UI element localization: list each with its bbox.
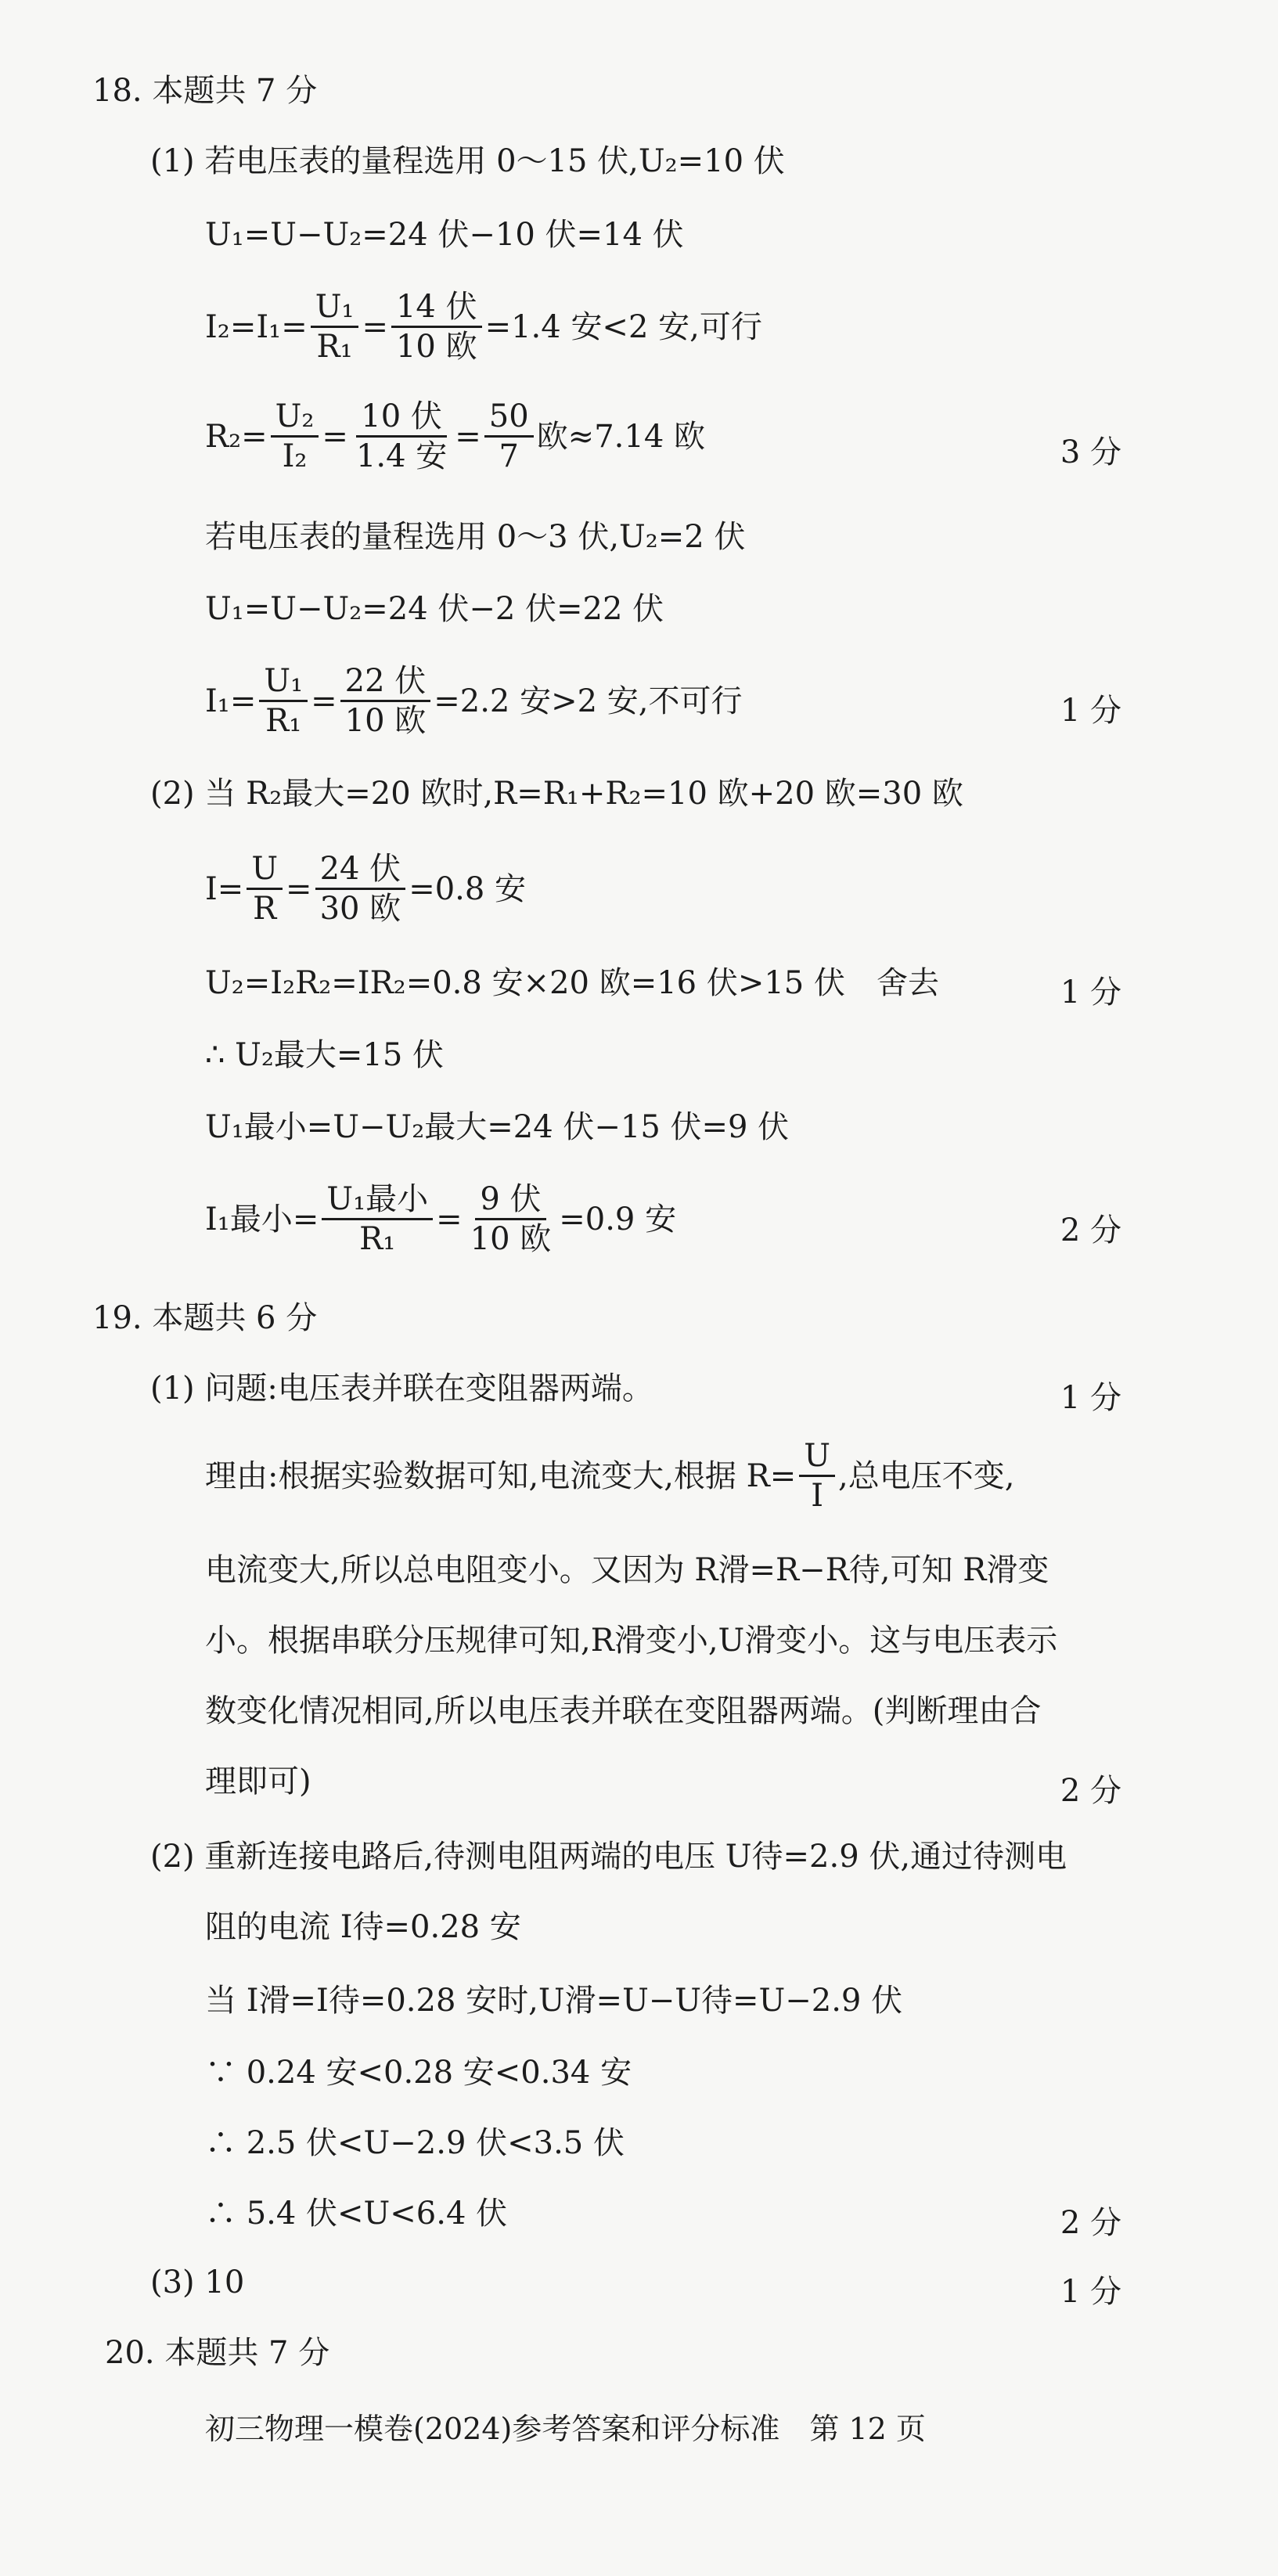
q18-p2-i-equation [205, 851, 527, 927]
denominator: 10 欧 [344, 703, 427, 739]
equation-text: I₂=I₁= [205, 308, 308, 345]
q19-p2-line3: 当 I滑=I待=0.28 安时,U滑=U−U待=U−2.9 伏 [205, 1983, 903, 2019]
fraction [247, 851, 283, 927]
q19-p2-line6: ∴ 5.4 伏<U<6.4 伏 [205, 2196, 508, 2232]
equals-sign: = [322, 418, 348, 455]
equation-text: R₂= [205, 418, 268, 455]
numerator: 24 伏 [315, 853, 406, 890]
score-label: 2 分 [1060, 2205, 1121, 2241]
numerator: U [247, 853, 283, 890]
denominator: 10 欧 [395, 329, 477, 365]
fraction [351, 398, 452, 474]
equation-text: =1.4 安<2 安,可行 [484, 308, 762, 345]
equation-text: 欧≈7.14 欧 [536, 418, 705, 455]
numerator: 10 伏 [356, 401, 447, 438]
score-label: 1 分 [1060, 2274, 1121, 2310]
equals-sign: = [455, 418, 481, 455]
q18-p2-i1min-equation [205, 1181, 677, 1257]
numerator: U₁最小 [322, 1184, 433, 1220]
equals-sign: = [436, 1201, 463, 1238]
q19-p1-problem: (1) 问题:电压表并联在变阻器两端。 [150, 1371, 653, 1407]
numerator: U₁ [311, 291, 359, 328]
denominator: R [253, 891, 277, 927]
q18-p1-u1: U₁=U−U₂=24 伏−10 伏=14 伏 [205, 217, 684, 253]
equation-text: I₁最小= [205, 1201, 319, 1238]
numerator: 14 伏 [391, 291, 482, 328]
numerator: 22 伏 [340, 665, 431, 702]
equation-text: =2.2 安>2 安,不可行 [434, 683, 743, 719]
denominator: I [811, 1478, 824, 1514]
q18-p2-u1min: U₁最小=U−U₂最大=24 伏−15 伏=9 伏 [205, 1109, 790, 1145]
equals-sign: = [311, 683, 337, 719]
fraction [484, 398, 534, 474]
fraction [259, 665, 308, 737]
q18-header: 18. 本题共 7 分 [92, 73, 318, 109]
q19-header: 19. 本题共 6 分 [92, 1300, 318, 1336]
reason-text: 理由:根据实验数据可知,电流变大,根据 R= [205, 1457, 797, 1494]
q19-p1-reason-line4: 数变化情况相同,所以电压表并联在变阻器两端。(判断理由合 [205, 1693, 1042, 1729]
q19-p1-reason-line2: 电流变大,所以总电阻变小。又因为 R滑=R−R待,可知 R滑变 [205, 1552, 1049, 1588]
q19-p3: (3) 10 [150, 2264, 245, 2300]
score-label: 2 分 [1060, 1773, 1121, 1809]
fraction [466, 1181, 556, 1257]
score-label: 1 分 [1060, 1380, 1121, 1416]
denominator: 10 欧 [470, 1221, 552, 1257]
q18-p1-alt-condition: 若电压表的量程选用 0～3 伏,U₂=2 伏 [205, 519, 746, 555]
numerator: 9 伏 [475, 1184, 545, 1220]
denominator: I₂ [282, 438, 308, 474]
score-label: 3 分 [1060, 434, 1121, 470]
q20-header: 20. 本题共 7 分 [105, 2335, 330, 2371]
fraction [322, 1181, 433, 1257]
q19-p1-reason-line5: 理即可) [205, 1764, 311, 1800]
numerator: 50 [484, 401, 534, 438]
fraction [391, 289, 482, 365]
numerator: U₁ [259, 665, 308, 702]
q19-p1-reason-line3: 小。根据串联分压规律可知,R滑变小,U滑变小。这与电压表示 [205, 1623, 1058, 1659]
denominator: R₁ [316, 329, 353, 365]
q19-p2-line5: ∴ 2.5 伏<U−2.9 伏<3.5 伏 [205, 2125, 625, 2161]
fraction [311, 289, 359, 365]
q18-p2-condition: (2) 当 R₂最大=20 欧时,R=R₁+R₂=10 欧+20 欧=30 欧 [150, 776, 963, 812]
equation-text: I= [205, 870, 244, 907]
numerator: U₂ [271, 401, 319, 438]
denominator: R₁ [359, 1221, 396, 1257]
denominator: 1.4 安 [355, 438, 448, 474]
q19-p2-line1: (2) 重新连接电路后,待测电阻两端的电压 U待=2.9 伏,通过待测电 [150, 1839, 1067, 1875]
q19-p2-line4: ∵ 0.24 安<0.28 安<0.34 安 [205, 2055, 632, 2091]
reason-text: ,总电压不变, [837, 1457, 1015, 1494]
q18-p1-i2-equation [205, 289, 762, 365]
page-footer: 初三物理一模卷(2024)参考答案和评分标准 第 12 页 [205, 2412, 926, 2446]
equals-sign: = [286, 870, 312, 907]
score-label: 1 分 [1060, 975, 1121, 1011]
denominator: 7 [499, 438, 519, 474]
score-label: 2 分 [1060, 1212, 1121, 1248]
q18-p1-alt-i1-equation [205, 665, 743, 737]
q19-p2-line2: 阻的电流 I待=0.28 安 [205, 1909, 521, 1945]
fraction [315, 851, 406, 927]
q18-p1-r2-equation [205, 398, 705, 474]
equation-text: =0.9 安 [559, 1201, 677, 1238]
denominator: 30 欧 [319, 891, 401, 927]
q18-p1-alt-u1: U₁=U−U₂=24 伏−2 伏=22 伏 [205, 591, 664, 627]
q19-p1-reason-line1 [205, 1438, 1015, 1514]
score-label: 1 分 [1060, 693, 1121, 729]
denominator: R₁ [265, 703, 302, 739]
q18-p2-u2: U₂=I₂R₂=IR₂=0.8 安×20 欧=16 伏>15 伏 舍去 [205, 965, 939, 1001]
fraction [799, 1438, 835, 1514]
numerator: U [799, 1440, 835, 1477]
fraction [340, 665, 431, 737]
q18-p2-u2max: ∴ U₂最大=15 伏 [205, 1037, 445, 1073]
equation-text: I₁= [205, 683, 257, 719]
equals-sign: = [362, 308, 388, 345]
equation-text: =0.8 安 [409, 870, 527, 907]
q18-p1-condition: (1) 若电压表的量程选用 0～15 伏,U₂=10 伏 [150, 143, 785, 179]
fraction [271, 398, 319, 474]
